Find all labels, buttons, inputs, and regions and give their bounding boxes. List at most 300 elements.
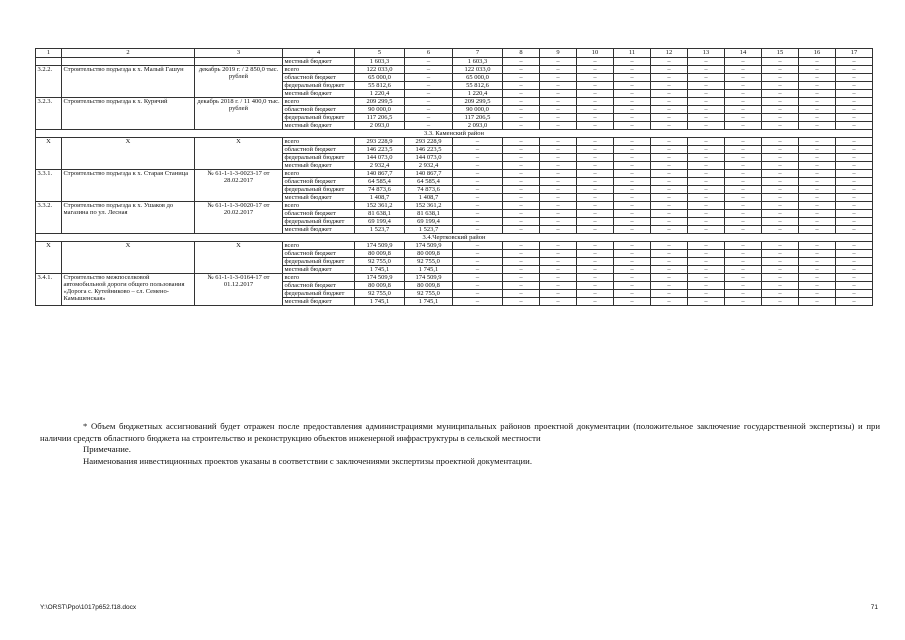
empty-dash: – [799, 90, 836, 98]
empty-dash: – [540, 178, 577, 186]
empty-dash: – [503, 162, 540, 170]
column-number: 13 [688, 49, 725, 58]
empty-dash: – [577, 266, 614, 274]
empty-dash: – [688, 106, 725, 114]
empty-dash: – [651, 58, 688, 66]
value-col7: – [453, 154, 503, 162]
value-col6: – [405, 114, 453, 122]
column-number: 9 [540, 49, 577, 58]
project-detail: декабрь 2019 г. / 2 850,0 тыс. рублей [195, 66, 283, 98]
value-col6: 174 509,9 [405, 274, 453, 282]
project-number: 3.3.1. [36, 170, 62, 202]
empty-dash: – [799, 258, 836, 266]
empty-dash: – [651, 242, 688, 250]
empty-dash: – [503, 146, 540, 154]
value-col7: – [453, 186, 503, 194]
empty-dash: – [688, 274, 725, 282]
column-number: 15 [762, 49, 799, 58]
empty-dash: – [762, 98, 799, 106]
empty-dash: – [577, 258, 614, 266]
project-detail: Х [195, 242, 283, 274]
table-row [36, 242, 873, 250]
empty-dash: – [503, 274, 540, 282]
empty-dash: – [688, 154, 725, 162]
empty-dash: – [725, 106, 762, 114]
empty-dash: – [651, 258, 688, 266]
value-col7: – [453, 274, 503, 282]
value-col7: 90 000,0 [453, 106, 503, 114]
empty-dash: – [651, 82, 688, 90]
empty-dash: – [651, 194, 688, 202]
empty-dash: – [799, 146, 836, 154]
project-number: 3.2.3. [36, 98, 62, 130]
empty-dash: – [836, 218, 873, 226]
empty-dash: – [577, 170, 614, 178]
value-col6: 92 755,0 [405, 290, 453, 298]
empty-dash: – [614, 202, 651, 210]
project-detail: декабрь 2018 г. / 11 400,0 тыс. рублей [195, 98, 283, 130]
empty-dash: – [799, 202, 836, 210]
investment-projects-table [35, 48, 873, 306]
empty-dash: – [688, 298, 725, 306]
empty-dash: – [540, 162, 577, 170]
empty-dash: – [540, 146, 577, 154]
empty-dash: – [836, 266, 873, 274]
empty-dash: – [577, 298, 614, 306]
value-col6: – [405, 66, 453, 74]
empty-dash: – [836, 242, 873, 250]
empty-dash: – [836, 226, 873, 234]
value-col7: 117 206,5 [453, 114, 503, 122]
empty-dash: – [651, 274, 688, 282]
empty-dash: – [799, 106, 836, 114]
value-total: 74 873,6 [355, 186, 405, 194]
value-col7: 1 220,4 [453, 90, 503, 98]
empty-dash: – [503, 218, 540, 226]
empty-dash: – [762, 66, 799, 74]
project-number: Х [36, 242, 62, 274]
table-row [36, 98, 873, 106]
empty-dash: – [799, 170, 836, 178]
budget-label: областной бюджет [283, 178, 355, 186]
value-total: 1 745,1 [355, 298, 405, 306]
value-col7: – [453, 250, 503, 258]
empty-dash: – [651, 106, 688, 114]
budget-label: федеральный бюджет [283, 154, 355, 162]
empty-dash: – [799, 242, 836, 250]
empty-dash: – [762, 154, 799, 162]
empty-dash: – [503, 282, 540, 290]
empty-dash: – [540, 226, 577, 234]
value-total: 122 033,0 [355, 66, 405, 74]
empty-dash: – [651, 290, 688, 298]
budget-label: всего [283, 98, 355, 106]
value-total: 144 073,0 [355, 154, 405, 162]
value-col7: – [453, 138, 503, 146]
note-text: Наименования инвестиционных проектов указаны в соответствии с заключениями экспертизы проектной документации. [83, 455, 532, 466]
value-col6: – [405, 90, 453, 98]
empty-dash: – [651, 178, 688, 186]
empty-dash: – [540, 90, 577, 98]
empty-dash: – [836, 258, 873, 266]
empty-dash: – [651, 298, 688, 306]
empty-dash: – [836, 146, 873, 154]
empty-dash: – [614, 290, 651, 298]
page-number: 71 [870, 604, 878, 611]
empty-dash: – [762, 242, 799, 250]
empty-dash: – [762, 210, 799, 218]
value-total: 1 745,1 [355, 266, 405, 274]
empty-dash: – [725, 250, 762, 258]
empty-dash: – [503, 202, 540, 210]
empty-dash: – [688, 226, 725, 234]
empty-dash: – [836, 250, 873, 258]
empty-dash: – [503, 266, 540, 274]
empty-dash: – [614, 114, 651, 122]
empty-dash: – [614, 58, 651, 66]
empty-dash: – [503, 154, 540, 162]
table-row [36, 202, 873, 210]
empty-dash: – [577, 138, 614, 146]
empty-dash: – [799, 66, 836, 74]
empty-dash: – [651, 226, 688, 234]
district-section-row [36, 234, 873, 242]
project-detail: № 61-1-1-3-0023-17 от 28.02.2017 [195, 170, 283, 202]
empty-dash: – [651, 218, 688, 226]
empty-dash: – [799, 298, 836, 306]
empty-dash: – [503, 82, 540, 90]
empty-dash: – [614, 122, 651, 130]
note-title: Примечание. [83, 444, 131, 454]
value-total: 1 408,7 [355, 194, 405, 202]
value-total: 1 523,7 [355, 226, 405, 234]
empty-dash: – [688, 138, 725, 146]
empty-dash: – [503, 66, 540, 74]
empty-dash: – [540, 122, 577, 130]
empty-dash: – [614, 82, 651, 90]
empty-dash: – [762, 194, 799, 202]
budget-label: местный бюджет [283, 58, 355, 66]
empty-dash: – [762, 186, 799, 194]
empty-dash: – [540, 98, 577, 106]
project-detail [195, 58, 283, 66]
empty-dash: – [614, 282, 651, 290]
empty-dash: – [725, 274, 762, 282]
empty-dash: – [688, 178, 725, 186]
empty-dash: – [540, 298, 577, 306]
empty-dash: – [503, 74, 540, 82]
empty-dash: – [540, 66, 577, 74]
budget-label: областной бюджет [283, 250, 355, 258]
value-total: 174 509,9 [355, 242, 405, 250]
empty-dash: – [503, 106, 540, 114]
empty-dash: – [725, 202, 762, 210]
empty-dash: – [836, 162, 873, 170]
empty-dash: – [651, 266, 688, 274]
value-col6: – [405, 122, 453, 130]
empty-dash: – [540, 114, 577, 122]
empty-dash: – [799, 114, 836, 122]
empty-dash: – [577, 226, 614, 234]
empty-dash: – [577, 82, 614, 90]
empty-dash: – [688, 194, 725, 202]
empty-dash: – [836, 298, 873, 306]
budget-label: областной бюджет [283, 74, 355, 82]
value-col7: – [453, 298, 503, 306]
empty-dash: – [799, 154, 836, 162]
empty-dash: – [577, 186, 614, 194]
value-total: 293 228,9 [355, 138, 405, 146]
empty-dash: – [688, 58, 725, 66]
empty-dash: – [762, 218, 799, 226]
project-name: Строительство подъезда к х. Старая Станица [62, 170, 195, 202]
empty-dash: – [799, 290, 836, 298]
empty-dash: – [614, 298, 651, 306]
empty-dash: – [651, 162, 688, 170]
project-number: 3.4.1. [36, 274, 62, 306]
value-col7: – [453, 266, 503, 274]
value-total: 2 932,4 [355, 162, 405, 170]
empty-dash: – [577, 58, 614, 66]
empty-dash: – [503, 194, 540, 202]
empty-dash: – [688, 82, 725, 90]
value-col6: – [405, 74, 453, 82]
empty-dash: – [614, 226, 651, 234]
empty-dash: – [577, 98, 614, 106]
project-number: 3.2.2. [36, 66, 62, 98]
empty-dash: – [503, 242, 540, 250]
empty-dash: – [651, 90, 688, 98]
empty-dash: – [762, 274, 799, 282]
value-col6: 92 755,0 [405, 258, 453, 266]
column-number: 12 [651, 49, 688, 58]
empty-dash: – [503, 178, 540, 186]
column-number: 6 [405, 49, 453, 58]
value-col6: 64 585,4 [405, 178, 453, 186]
empty-dash: – [540, 138, 577, 146]
empty-dash: – [540, 258, 577, 266]
empty-dash: – [577, 218, 614, 226]
column-number: 11 [614, 49, 651, 58]
district-title: 3.3. Каменский район [36, 130, 873, 138]
empty-dash: – [762, 266, 799, 274]
empty-dash: – [836, 58, 873, 66]
empty-dash: – [540, 202, 577, 210]
value-total: 90 000,0 [355, 106, 405, 114]
empty-dash: – [725, 266, 762, 274]
value-col7: – [453, 178, 503, 186]
empty-dash: – [725, 162, 762, 170]
value-total: 1 220,4 [355, 90, 405, 98]
empty-dash: – [688, 266, 725, 274]
column-number: 5 [355, 49, 405, 58]
empty-dash: – [688, 74, 725, 82]
empty-dash: – [540, 250, 577, 258]
empty-dash: – [762, 122, 799, 130]
empty-dash: – [577, 106, 614, 114]
project-number: Х [36, 138, 62, 170]
empty-dash: – [799, 178, 836, 186]
value-col6: – [405, 82, 453, 90]
empty-dash: – [577, 162, 614, 170]
empty-dash: – [688, 210, 725, 218]
empty-dash: – [577, 178, 614, 186]
empty-dash: – [725, 298, 762, 306]
value-col6: 293 228,9 [405, 138, 453, 146]
empty-dash: – [651, 250, 688, 258]
value-col7: – [453, 258, 503, 266]
value-total: 64 585,4 [355, 178, 405, 186]
empty-dash: – [540, 186, 577, 194]
empty-dash: – [836, 114, 873, 122]
empty-dash: – [577, 242, 614, 250]
value-total: 152 361,2 [355, 202, 405, 210]
empty-dash: – [725, 138, 762, 146]
empty-dash: – [688, 162, 725, 170]
empty-dash: – [651, 122, 688, 130]
value-total: 209 299,5 [355, 98, 405, 106]
value-col6: 80 009,8 [405, 250, 453, 258]
value-col7: 209 299,5 [453, 98, 503, 106]
empty-dash: – [762, 250, 799, 258]
empty-dash: – [836, 106, 873, 114]
empty-dash: – [688, 290, 725, 298]
empty-dash: – [799, 218, 836, 226]
empty-dash: – [762, 82, 799, 90]
empty-dash: – [836, 202, 873, 210]
budget-label: всего [283, 274, 355, 282]
empty-dash: – [836, 138, 873, 146]
empty-dash: – [540, 106, 577, 114]
empty-dash: – [614, 106, 651, 114]
empty-dash: – [614, 178, 651, 186]
value-col6: 174 509,9 [405, 242, 453, 250]
value-col6: 74 873,6 [405, 186, 453, 194]
budget-label: всего [283, 66, 355, 74]
empty-dash: – [614, 170, 651, 178]
empty-dash: – [688, 186, 725, 194]
value-col6: – [405, 58, 453, 66]
budget-label: местный бюджет [283, 266, 355, 274]
empty-dash: – [799, 282, 836, 290]
empty-dash: – [836, 178, 873, 186]
empty-dash: – [799, 226, 836, 234]
project-number [36, 58, 62, 66]
empty-dash: – [577, 146, 614, 154]
empty-dash: – [799, 122, 836, 130]
empty-dash: – [614, 98, 651, 106]
budget-label: местный бюджет [283, 194, 355, 202]
empty-dash: – [725, 282, 762, 290]
budget-label: всего [283, 138, 355, 146]
column-number: 3 [195, 49, 283, 58]
empty-dash: – [651, 114, 688, 122]
empty-dash: – [540, 58, 577, 66]
budget-label: федеральный бюджет [283, 186, 355, 194]
value-col6: 1 408,7 [405, 194, 453, 202]
value-col7: – [453, 170, 503, 178]
empty-dash: – [651, 202, 688, 210]
empty-dash: – [651, 170, 688, 178]
value-col6: 81 638,1 [405, 210, 453, 218]
empty-dash: – [688, 90, 725, 98]
empty-dash: – [688, 146, 725, 154]
empty-dash: – [614, 250, 651, 258]
empty-dash: – [503, 250, 540, 258]
empty-dash: – [577, 290, 614, 298]
budget-label: местный бюджет [283, 298, 355, 306]
empty-dash: – [836, 122, 873, 130]
value-total: 55 812,6 [355, 82, 405, 90]
empty-dash: – [725, 186, 762, 194]
value-col6: 152 361,2 [405, 202, 453, 210]
empty-dash: – [688, 218, 725, 226]
empty-dash: – [725, 242, 762, 250]
value-col7: – [453, 210, 503, 218]
project-name: Строительство межпоселковой автомобильной дороги общего пользования «Дорога с. Кутейниково – сл. Семено-Камышенская» [62, 274, 195, 306]
empty-dash: – [688, 242, 725, 250]
empty-dash: – [651, 138, 688, 146]
value-total: 92 755,0 [355, 290, 405, 298]
empty-dash: – [725, 218, 762, 226]
value-col6: 80 009,8 [405, 282, 453, 290]
empty-dash: – [725, 90, 762, 98]
empty-dash: – [799, 58, 836, 66]
budget-label: всего [283, 202, 355, 210]
empty-dash: – [651, 98, 688, 106]
empty-dash: – [725, 258, 762, 266]
value-col7: 55 812,6 [453, 82, 503, 90]
empty-dash: – [503, 210, 540, 218]
empty-dash: – [836, 154, 873, 162]
empty-dash: – [503, 58, 540, 66]
notes-section [40, 421, 880, 467]
empty-dash: – [725, 178, 762, 186]
value-total: 117 206,5 [355, 114, 405, 122]
empty-dash: – [725, 74, 762, 82]
project-detail: № 61-1-1-3-0164-17 от 01.12.2017 [195, 274, 283, 306]
column-number: 4 [283, 49, 355, 58]
empty-dash: – [762, 290, 799, 298]
empty-dash: – [799, 210, 836, 218]
project-name: Строительство подъезда к х. Малый Гашун [62, 66, 195, 98]
empty-dash: – [725, 170, 762, 178]
empty-dash: – [614, 186, 651, 194]
empty-dash: – [688, 114, 725, 122]
empty-dash: – [762, 282, 799, 290]
value-col6: 1 745,1 [405, 298, 453, 306]
empty-dash: – [577, 154, 614, 162]
empty-dash: – [836, 170, 873, 178]
column-number: 2 [62, 49, 195, 58]
value-col7: 2 093,0 [453, 122, 503, 130]
empty-dash: – [651, 186, 688, 194]
empty-dash: – [540, 242, 577, 250]
column-number: 17 [836, 49, 873, 58]
value-col7: – [453, 226, 503, 234]
empty-dash: – [688, 282, 725, 290]
budget-label: федеральный бюджет [283, 258, 355, 266]
empty-dash: – [540, 282, 577, 290]
empty-dash: – [577, 274, 614, 282]
table-row [36, 138, 873, 146]
empty-dash: – [799, 186, 836, 194]
empty-dash: – [725, 210, 762, 218]
empty-dash: – [762, 58, 799, 66]
value-col7: – [453, 242, 503, 250]
value-col7: – [453, 146, 503, 154]
empty-dash: – [836, 90, 873, 98]
